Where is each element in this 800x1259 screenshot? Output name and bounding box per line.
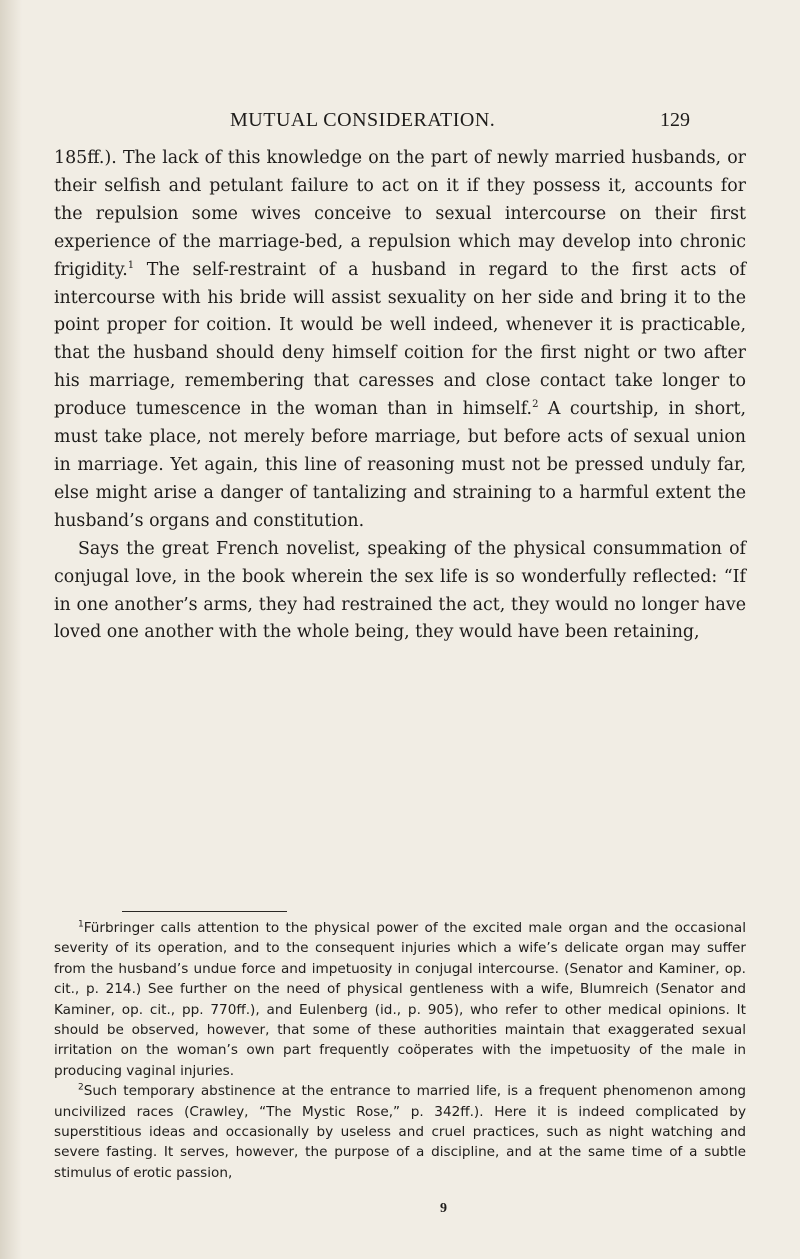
paragraph-1 (54, 145, 746, 536)
footnote-rule (122, 911, 287, 912)
page-header (230, 109, 690, 135)
signature-mark: 9 (440, 1201, 447, 1216)
paragraph-2: Says the great French novelist, speaking of the physical consummation of conjugal love, in the book wherein the sex life is so wonderfully reflected: “If in one another’s arms, they had restrained the act, they would no longer have loved one another with the whole being, they would have been retaining, (54, 538, 746, 643)
footnote-1-text: Fürbringer calls attention to the physical power of the excited male organ and the occasional severity of its operation, and to the consequent injuries which a wife’s delicate organ may suffer from the husband’s undue force and impetuosity in conjugal intercourse. (Senator and Kaminer, op. cit., p. 214.) See further on the need of physical gentleness with a wife, Blumreich (Senator and Kaminer, op. cit., pp. 770ff.), and Eulenberg (id., p. 905), who refer to other medical opinions. It should be observed, however, that some of these authorities maintain that exaggerated sexual irritation on the woman’s own part frequently coöperates with the impetuosity of the male in producing vaginal injuries. (54, 920, 746, 1079)
paragraph-1-part-1: 185ff.). The lack of this knowledge on the part of newly married husbands, or their selfish and petulant failure to act on it if they possess it, accounts for the repulsion some wives conceive to sexual intercourse on their first experience of the marriage-bed, a repulsion which may develop into chronic frigidity. (54, 148, 746, 280)
footnote-1 (54, 918, 746, 1081)
footnotes (54, 918, 746, 1183)
footnote-2-text: Such temporary abstinence at the entrance to married life, is a frequent phenomenon among uncivilized races (Crawley, “The Mystic Rose,” p. 342ff.). Here it is indeed complicated by superstitious ideas and occasionally by useless and cruel practices, such as night watching and severe fasting. It serves, however, the purpose of a discipline, and at the same time of a subtle stimulus of erotic passion, (54, 1083, 746, 1181)
footnote-2 (54, 1081, 746, 1183)
footnote-2-mark: 2 (78, 1082, 84, 1093)
running-head: MUTUAL CONSIDERATION. (230, 109, 496, 131)
footnote-ref-1: 1 (127, 259, 135, 271)
footnote-ref-2: 2 (532, 399, 539, 411)
page-number: 129 (660, 109, 690, 131)
paragraph-1-part-3: A courtship, in short, must take place, not merely before marriage, but before acts of sexual union in marriage. Yet again, this line of reasoning must not be pressed unduly far, else might arise a danger of tantalizing and straining to a harmful extent the husband’s organs and constitution. (54, 399, 746, 531)
footnote-1-mark: 1 (78, 919, 84, 930)
body-text (54, 145, 746, 647)
page-spine-shadow (0, 0, 22, 1259)
paragraph-1-part-2: The self-restraint of a husband in regard to the first acts of intercourse with his bride will assist sexuality on her side and bring it to the point proper for coition. It would be well indeed, whenever it is practicable, that the husband should deny himself coition for the first night or two after his marriage, remembering that caresses and close contact take longer to produce tumescence in the woman than in himself. (54, 259, 746, 420)
